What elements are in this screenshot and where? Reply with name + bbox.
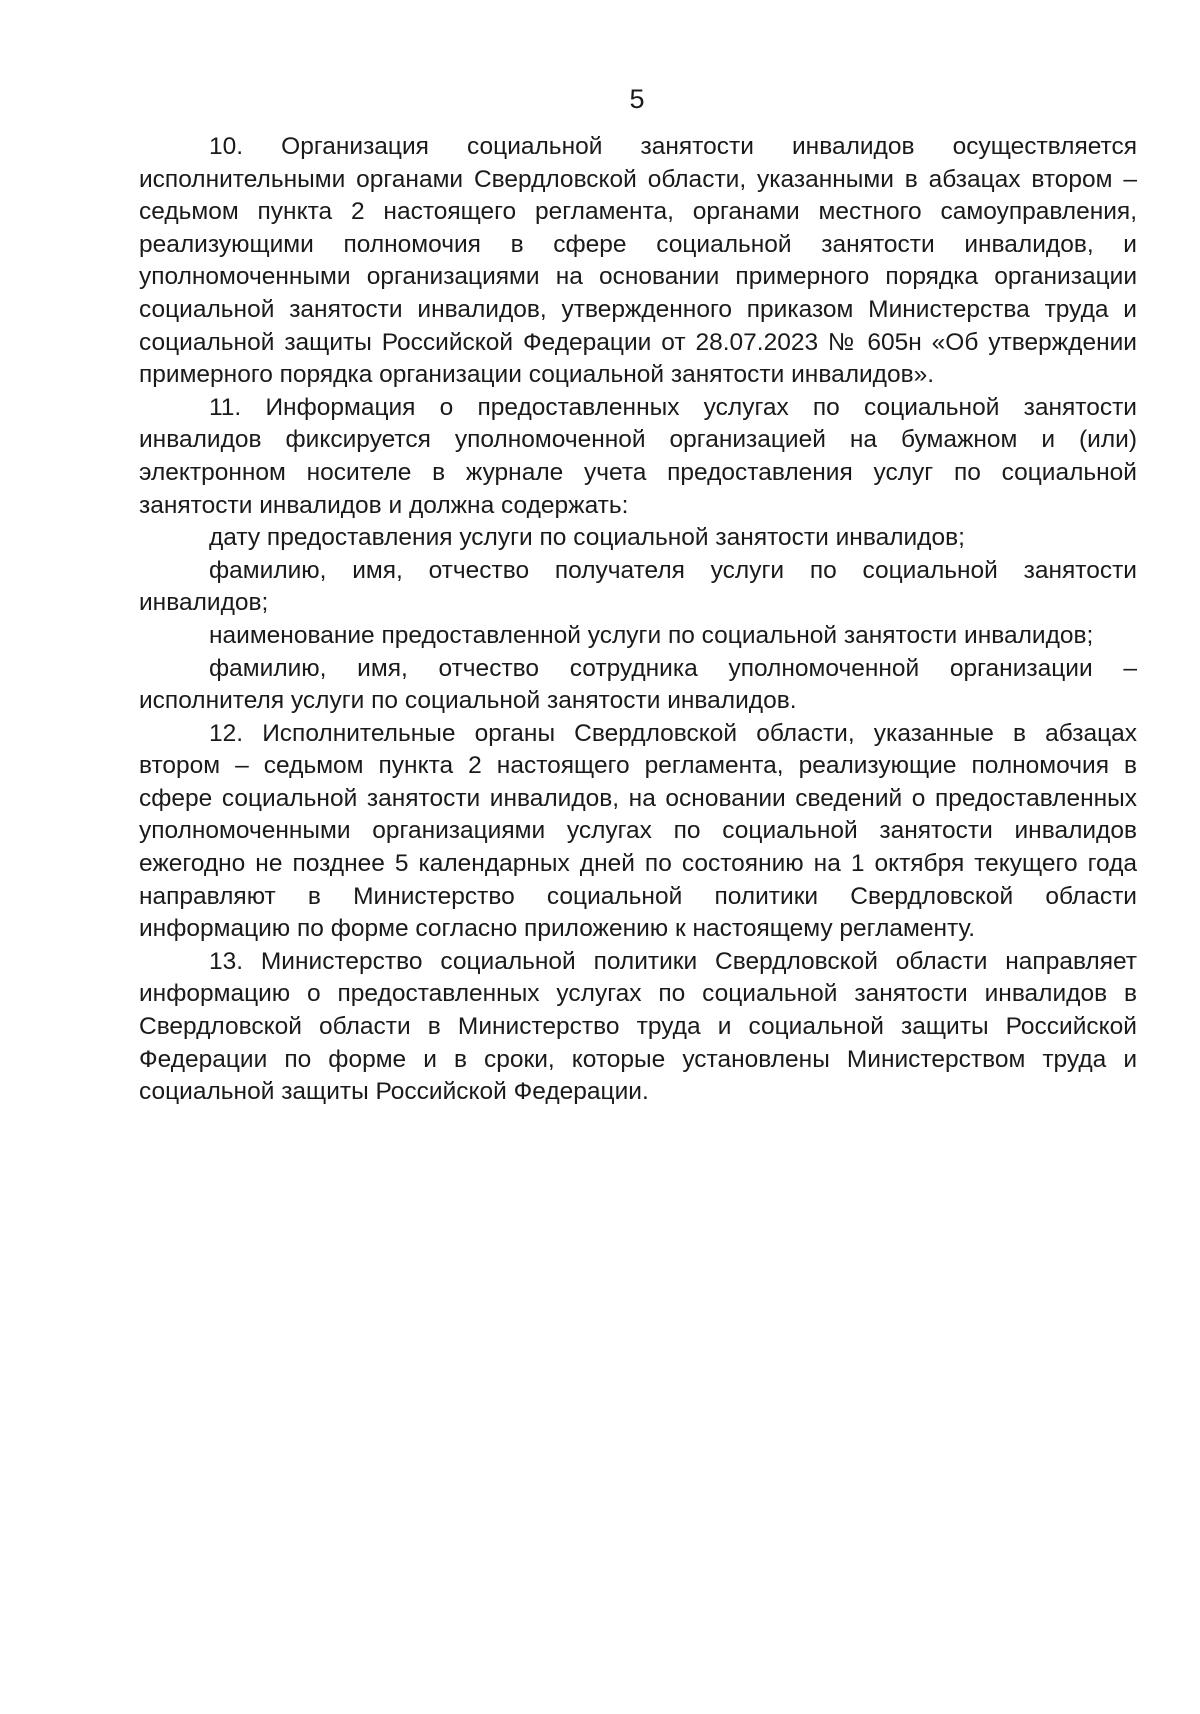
list-item-date: дату предоставления услуги по социальной занятости инвалидов;: [209, 524, 965, 552]
paragraph-12: 12. Исполнительные органы Свердловской области, указанные в абзацах втором – седьмом пункта 2 настоящего регламента, реализующие полномочия в сфере социальной занятости инвалидов, на основании сведений о предоставленных уполномоченными организациями услугах по социальной занятости инвалидов ежегодно не позднее 5 календарных дней по состоянию на 1 октября текущего года направляют в Министерство социальной политики Свердловской области информацию по форме согласно приложению к настоящему регламенту.: [139, 719, 1137, 943]
list-item-recipient-name: фамилию, имя, отчество получателя услуги по социальной занятости инвалидов;: [139, 556, 1137, 617]
paragraph-11: 11. Информация о предоставленных услугах по социальной занятости инвалидов фиксируется уполномоченной организацией на бумажном и (или) электронном носителе в журнале учета предоставления услуг по социальной занятости инвалидов и должна содержать:: [139, 393, 1137, 519]
document-body: [139, 131, 1137, 1109]
list-item-employee-name: фамилию, имя, отчество сотрудника уполномоченной организации – исполнителя услуги по социальной занятости инвалидов.: [139, 654, 1137, 715]
page-number: 5: [629, 84, 645, 114]
paragraph-13: 13. Министерство социальной политики Свердловской области направляет информацию о предоставленных услугах по социальной занятости инвалидов в Свердловской области в Министерство труда и социальной защиты Российской Федерации по форме и в сроки, которые установлены Министерством труда и социальной защиты Российской Федерации.: [139, 947, 1137, 1106]
paragraph-10: 10. Организация социальной занятости инвалидов осуществляется исполнительными органами Свердловской области, указанными в абзацах втором – седьмом пункта 2 настоящего регламента, органами местного самоуправления, реализующими полномочия в сфере социальной занятости инвалидов, и уполномоченными организациями на основании примерного порядка организации социальной занятости инвалидов, утвержденного приказом Министерства труда и социальной защиты Российской Федерации от 28.07.2023 № 605н «Об утверждении примерного порядка организации социальной занятости инвалидов».: [139, 133, 1137, 389]
list-item-service-name: наименование предоставленной услуги по социальной занятости инвалидов;: [209, 621, 1094, 649]
